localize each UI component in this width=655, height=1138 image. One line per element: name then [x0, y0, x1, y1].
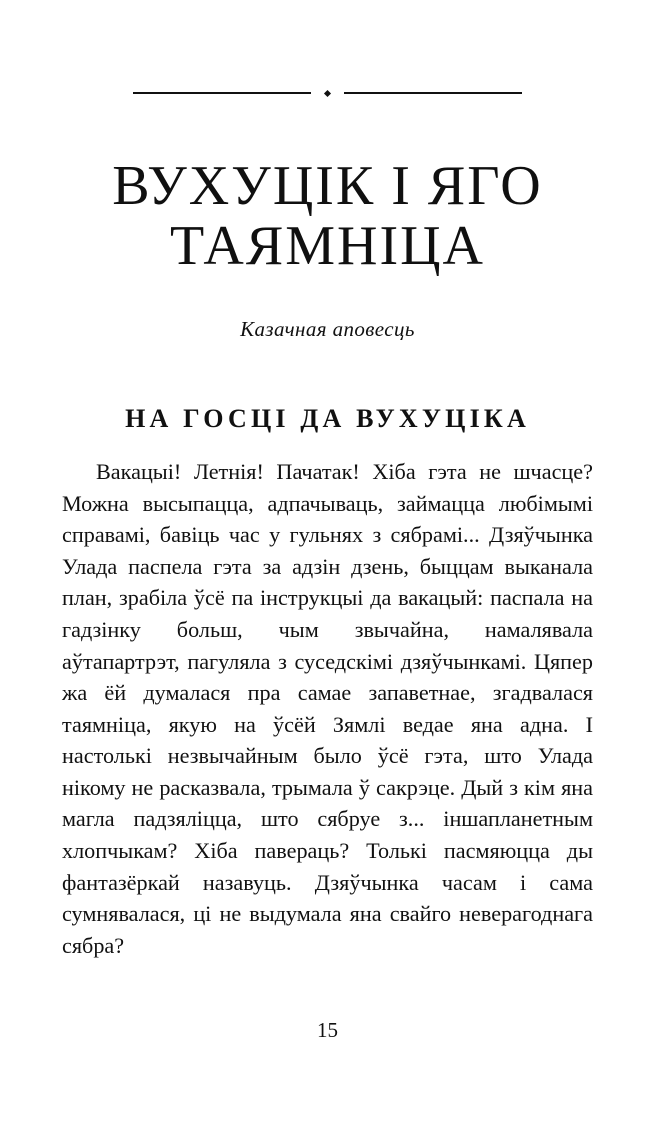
- page-subtitle: Казачная аповесць: [240, 316, 415, 341]
- page-number: 15: [317, 1018, 338, 1042]
- body-text: [62, 456, 593, 962]
- diamond-ornament-icon: [324, 89, 331, 96]
- ornament-rule-right: [344, 92, 522, 94]
- body-paragraph: Вакацыі! Летнія! Пачатак! Хіба гэта не шчасце? Можна высыпацца, адпачываць, займацца любімымі справамі, бавіць час у гульнях з сябрамі... Дзяўчынка Улада паспела гэта за адзін дзень, быццам выканала план, зрабіла ўсё па інструкцыі да вакацый: паспала на гадзінку больш, чым звычайна, намалявала аўтапартрэт, пагуляла з суседскімі дзяўчынкамі. Цяпер жа ёй думалася пра самае запаветнае, згадвалася таямніца, якую на ўсёй Зямлі ведае яна адна. І настолькі незвычайным было ўсё гэта, што Улада нікому не расказвала, трымала ў сакрэце. Дый з кім яна магла падзяліцца, што сябруе з... іншапланетным хлопчыкам? Хіба павераць? Толькі пасмяюцца ды фантазёркай назавуць. Дзяўчынка часам і сама сумнявалася, ці не выдумала яна свайго неверагоднага сябра?: [62, 458, 593, 958]
- page-title-line-1: ВУХУЦІК І ЯГО: [112, 155, 543, 217]
- ornament-divider: [0, 88, 655, 98]
- chapter-heading: НА ГОСЦІ ДА ВУХУЦІКА: [125, 403, 530, 433]
- page-title-line-2: ТАЯМНІЦА: [170, 215, 485, 278]
- page-title: [0, 156, 655, 277]
- book-page: [0, 88, 655, 1138]
- ornament-rule-left: [133, 92, 311, 94]
